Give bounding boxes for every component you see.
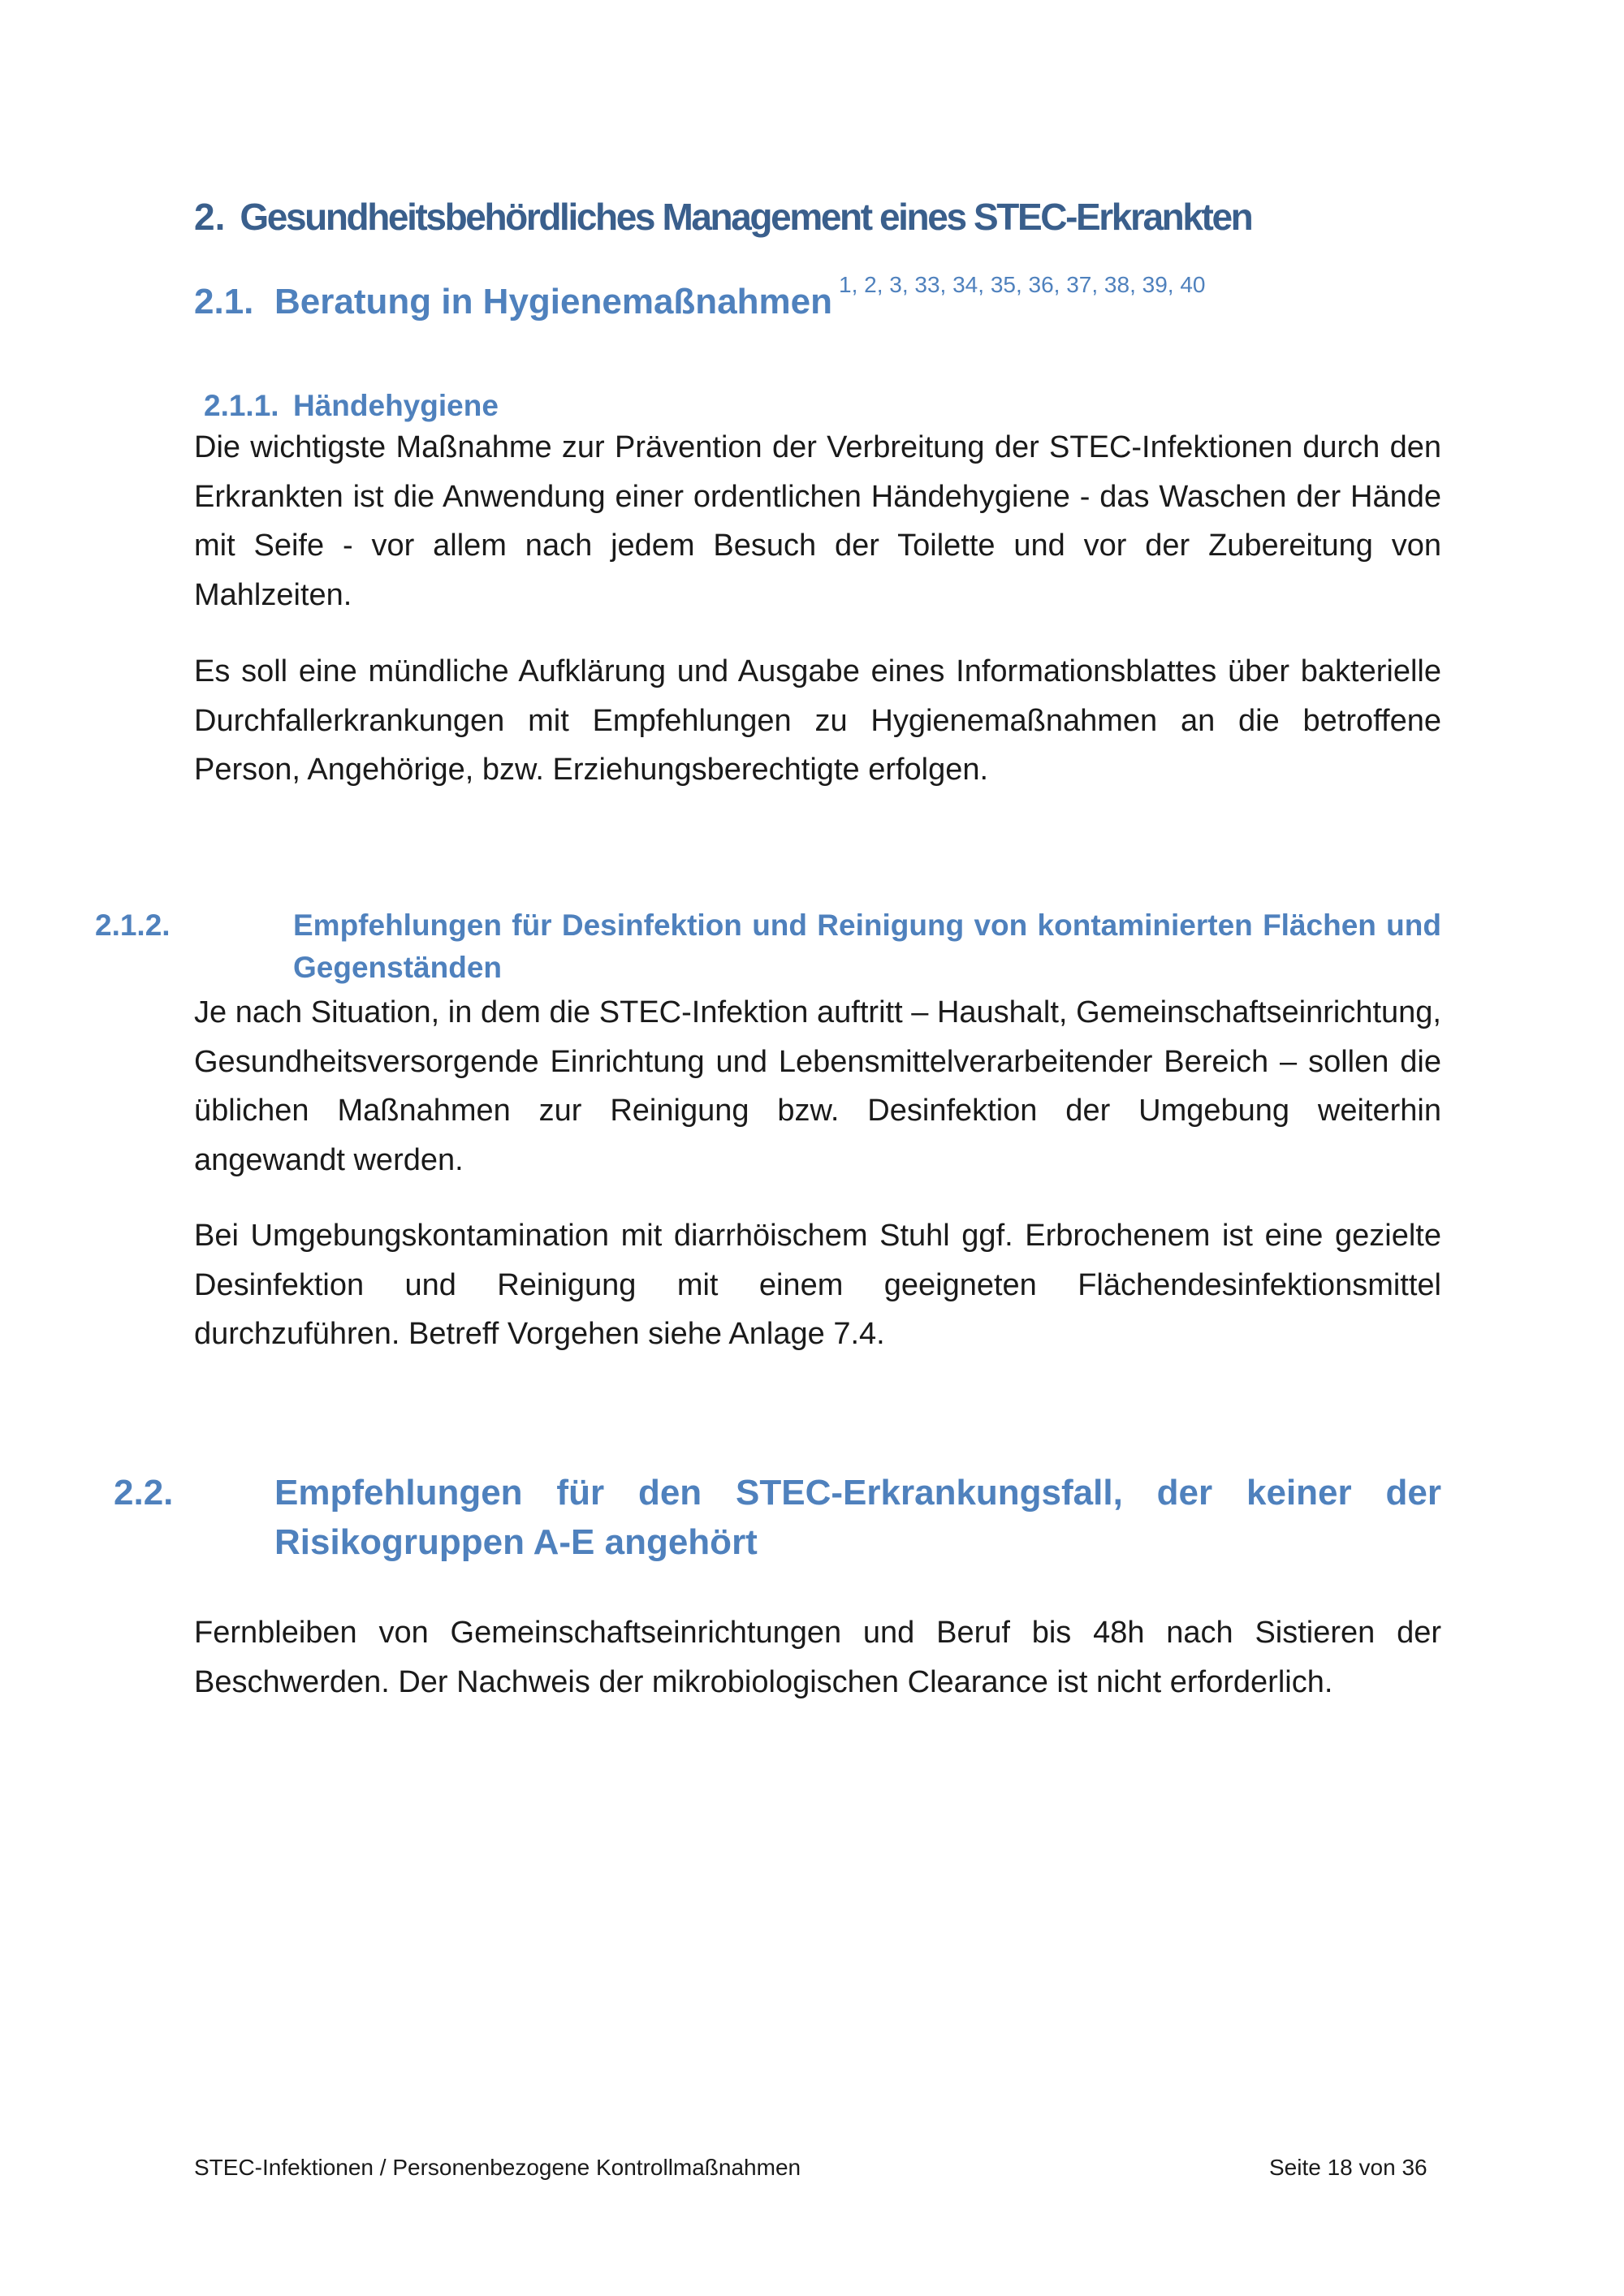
subsection-2-1-2-number: 2.1.2.	[95, 908, 171, 942]
subsection-2-1-2-heading	[95, 904, 1441, 989]
subsection-2-2-number: 2.2.	[114, 1473, 174, 1513]
subsection-2-1-2-title: Empfehlungen für Desinfektion und Reinigung von kontaminierten Flächen und Gegenständen	[293, 908, 1441, 984]
subsection-2-2-heading	[114, 1468, 1441, 1567]
subsection-2-1-number: 2.1.	[194, 282, 254, 322]
section-title: Gesundheitsbehördliches Management eines STEC-Erkrankten	[240, 196, 1252, 238]
subsection-2-1-1-number: 2.1.1.	[204, 389, 279, 422]
section-heading	[194, 195, 1251, 239]
footer-page-number: Seite 18 von 36	[1269, 2155, 1427, 2180]
subsection-2-1-heading	[194, 272, 1206, 322]
paragraph-desinfektion-2: Bei Umgebungskontamination mit diarrhöischem Stuhl ggf. Erbrochenem ist eine gezielte Desinfektion und Reinigung mit einem geeigneten Flächendesinfektionsmittel durchzuführen. Betreff Vorgehen siehe Anlage 7.4.	[194, 1219, 1441, 1351]
paragraph-risikogruppen-1: Fernbleiben von Gemeinschaftseinrichtungen und Beruf bis 48h nach Sistieren der Beschwerden. Der Nachweis der mikrobiologischen Clearance ist nicht erforderlich.	[194, 1616, 1441, 1699]
subsection-2-1-title: Beratung in Hygienemaßnahmen	[274, 282, 833, 322]
subsection-2-1-references: 1, 2, 3, 33, 34, 35, 36, 37, 38, 39, 40	[839, 272, 1206, 297]
paragraph-haendehygiene-1: Die wichtigste Maßnahme zur Prävention der Verbreitung der STEC-Infektionen durch den Erkrankten ist die Anwendung einer ordentlichen Händehygiene - das Waschen der Hände mit Seife - vor allem nach jedem Besuch der Toilette und vor der Zubereitung von Mahlzeiten.	[194, 430, 1441, 612]
subsection-2-1-1-heading	[204, 385, 499, 427]
subsection-2-1-1-title: Händehygiene	[293, 389, 499, 422]
paragraph-haendehygiene-2: Es soll eine mündliche Aufklärung und Ausgabe eines Informationsblattes über bakterielle Durchfallerkrankungen mit Empfehlungen zu Hygienemaßnahmen an die betroffene Person, Angehörige, bzw. Erziehungsberechtigte erfolgen.	[194, 654, 1441, 787]
section-number: 2.	[194, 196, 226, 238]
paragraph-desinfektion-1: Je nach Situation, in dem die STEC-Infektion auftritt – Haushalt, Gemeinschaftseinrichtung, Gesundheitsversorgende Einrichtung und Lebensmittelverarbeitender Bereich – sollen die üblichen Maßnahmen zur Reinigung bzw. Desinfektion der Umgebung weiterhin angewandt werden.	[194, 995, 1441, 1177]
subsection-2-2-title: Empfehlungen für den STEC-Erkrankungsfall, der keiner der Risikogruppen A-E angehört	[274, 1473, 1441, 1562]
footer-document-title: STEC-Infektionen / Personenbezogene Kontrollmaßnahmen	[194, 2155, 801, 2180]
